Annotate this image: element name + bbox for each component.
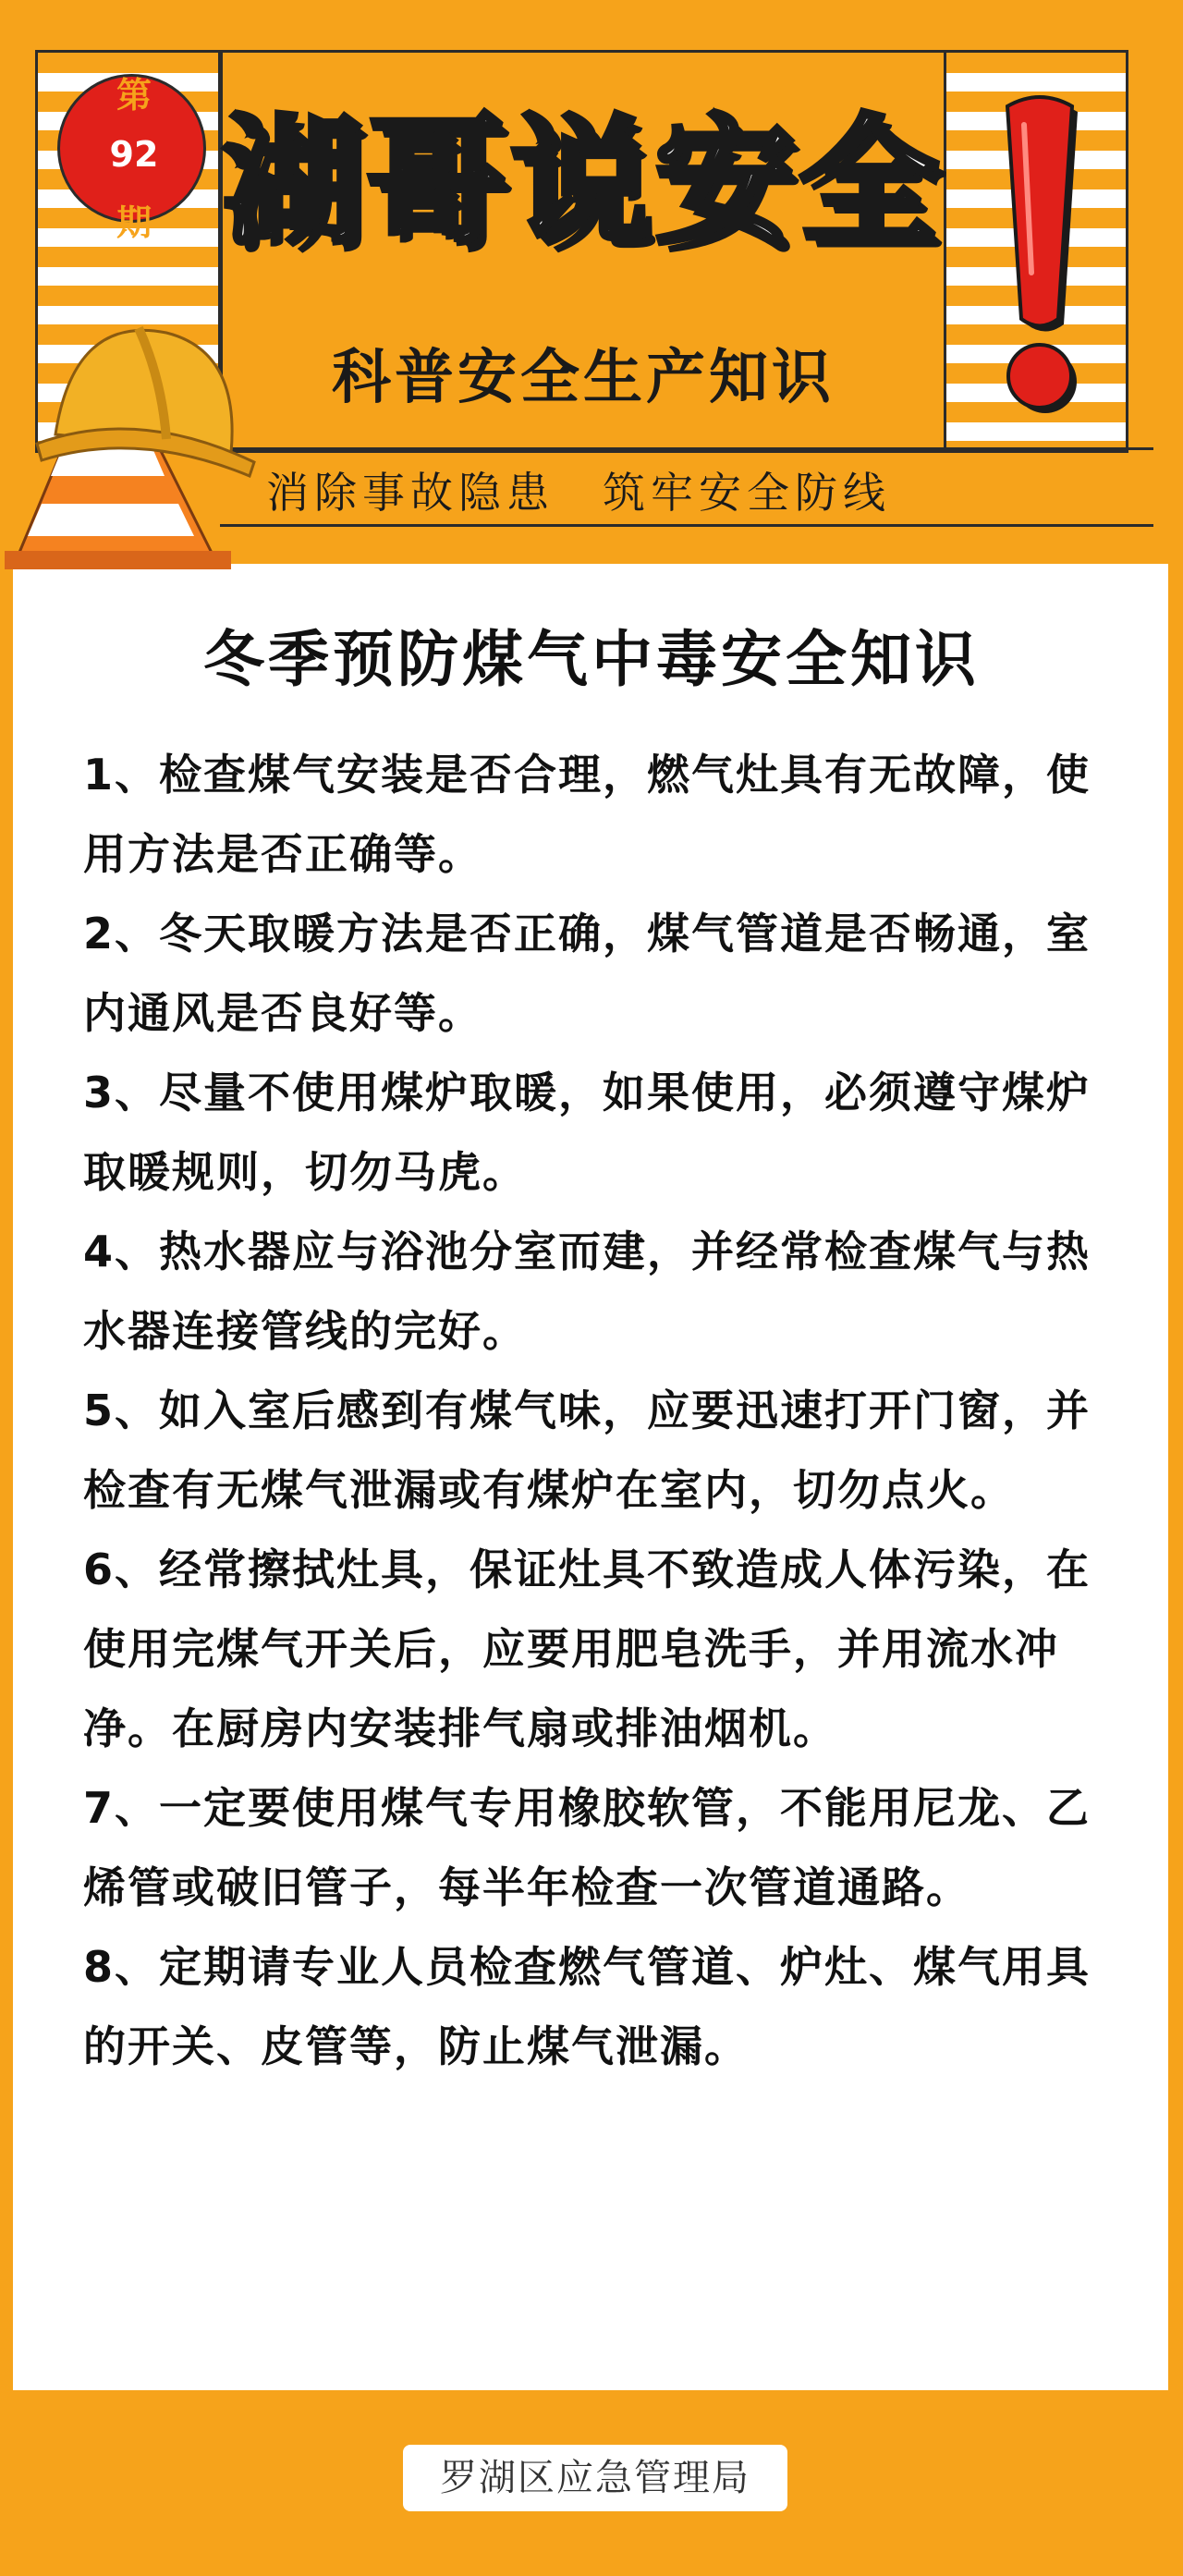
tip-item: 7、一定要使用煤气专用橡胶软管，不能用尼龙、乙烯管或破旧管子，每半年检查一次管道通路。 bbox=[83, 1783, 1092, 1912]
issue-number: 92 bbox=[109, 134, 159, 175]
tip-item: 3、尽量不使用煤炉取暖，如果使用，必须遵守煤炉取暖规则，切勿马虎。 bbox=[83, 1068, 1092, 1197]
slogan: 消除事故隐患 筑牢安全防线 bbox=[266, 468, 891, 518]
title-box bbox=[220, 50, 946, 453]
issue-prefix: 第 bbox=[116, 75, 152, 116]
slogan-bar bbox=[220, 447, 1153, 527]
issue-suffix: 期 bbox=[116, 202, 152, 243]
tip-item: 2、冬天取暖方法是否正确，煤气管道是否畅通，室内通风是否良好等。 bbox=[83, 909, 1092, 1038]
exclamation-icon bbox=[970, 88, 1109, 421]
content-title: 冬季预防煤气中毒安全知识 bbox=[203, 624, 980, 695]
tip-item: 6、经常擦拭灶具，保证灶具不致造成人体污染，在使用完煤气开关后，应要用肥皂洗手，并用流水冲净。在厨房内安装排气扇或排油烟机。 bbox=[83, 1544, 1092, 1753]
tip-item: 5、如入室后感到有煤气味，应要迅速打开门窗，并检查有无煤气泄漏或有煤炉在室内，切勿点火。 bbox=[83, 1386, 1092, 1515]
tip-item: 8、定期请专业人员检查燃气管道、炉灶、煤气用具的开关、皮管等，防止煤气泄漏。 bbox=[83, 1942, 1092, 2071]
subtitle: 科普安全生产知识 bbox=[332, 344, 835, 412]
safety-helmet-icon bbox=[0, 277, 277, 573]
organization-label: 罗湖区应急管理局 bbox=[403, 2445, 787, 2511]
main-title: 湖哥说安全 bbox=[223, 103, 945, 263]
tip-item: 1、检查煤气安装是否合理，燃气灶具有无故障，使用方法是否正确等。 bbox=[83, 750, 1092, 879]
tips-list bbox=[83, 735, 1109, 2086]
tip-item: 4、热水器应与浴池分室而建，并经常检查煤气与热水器连接管线的完好。 bbox=[83, 1227, 1092, 1356]
